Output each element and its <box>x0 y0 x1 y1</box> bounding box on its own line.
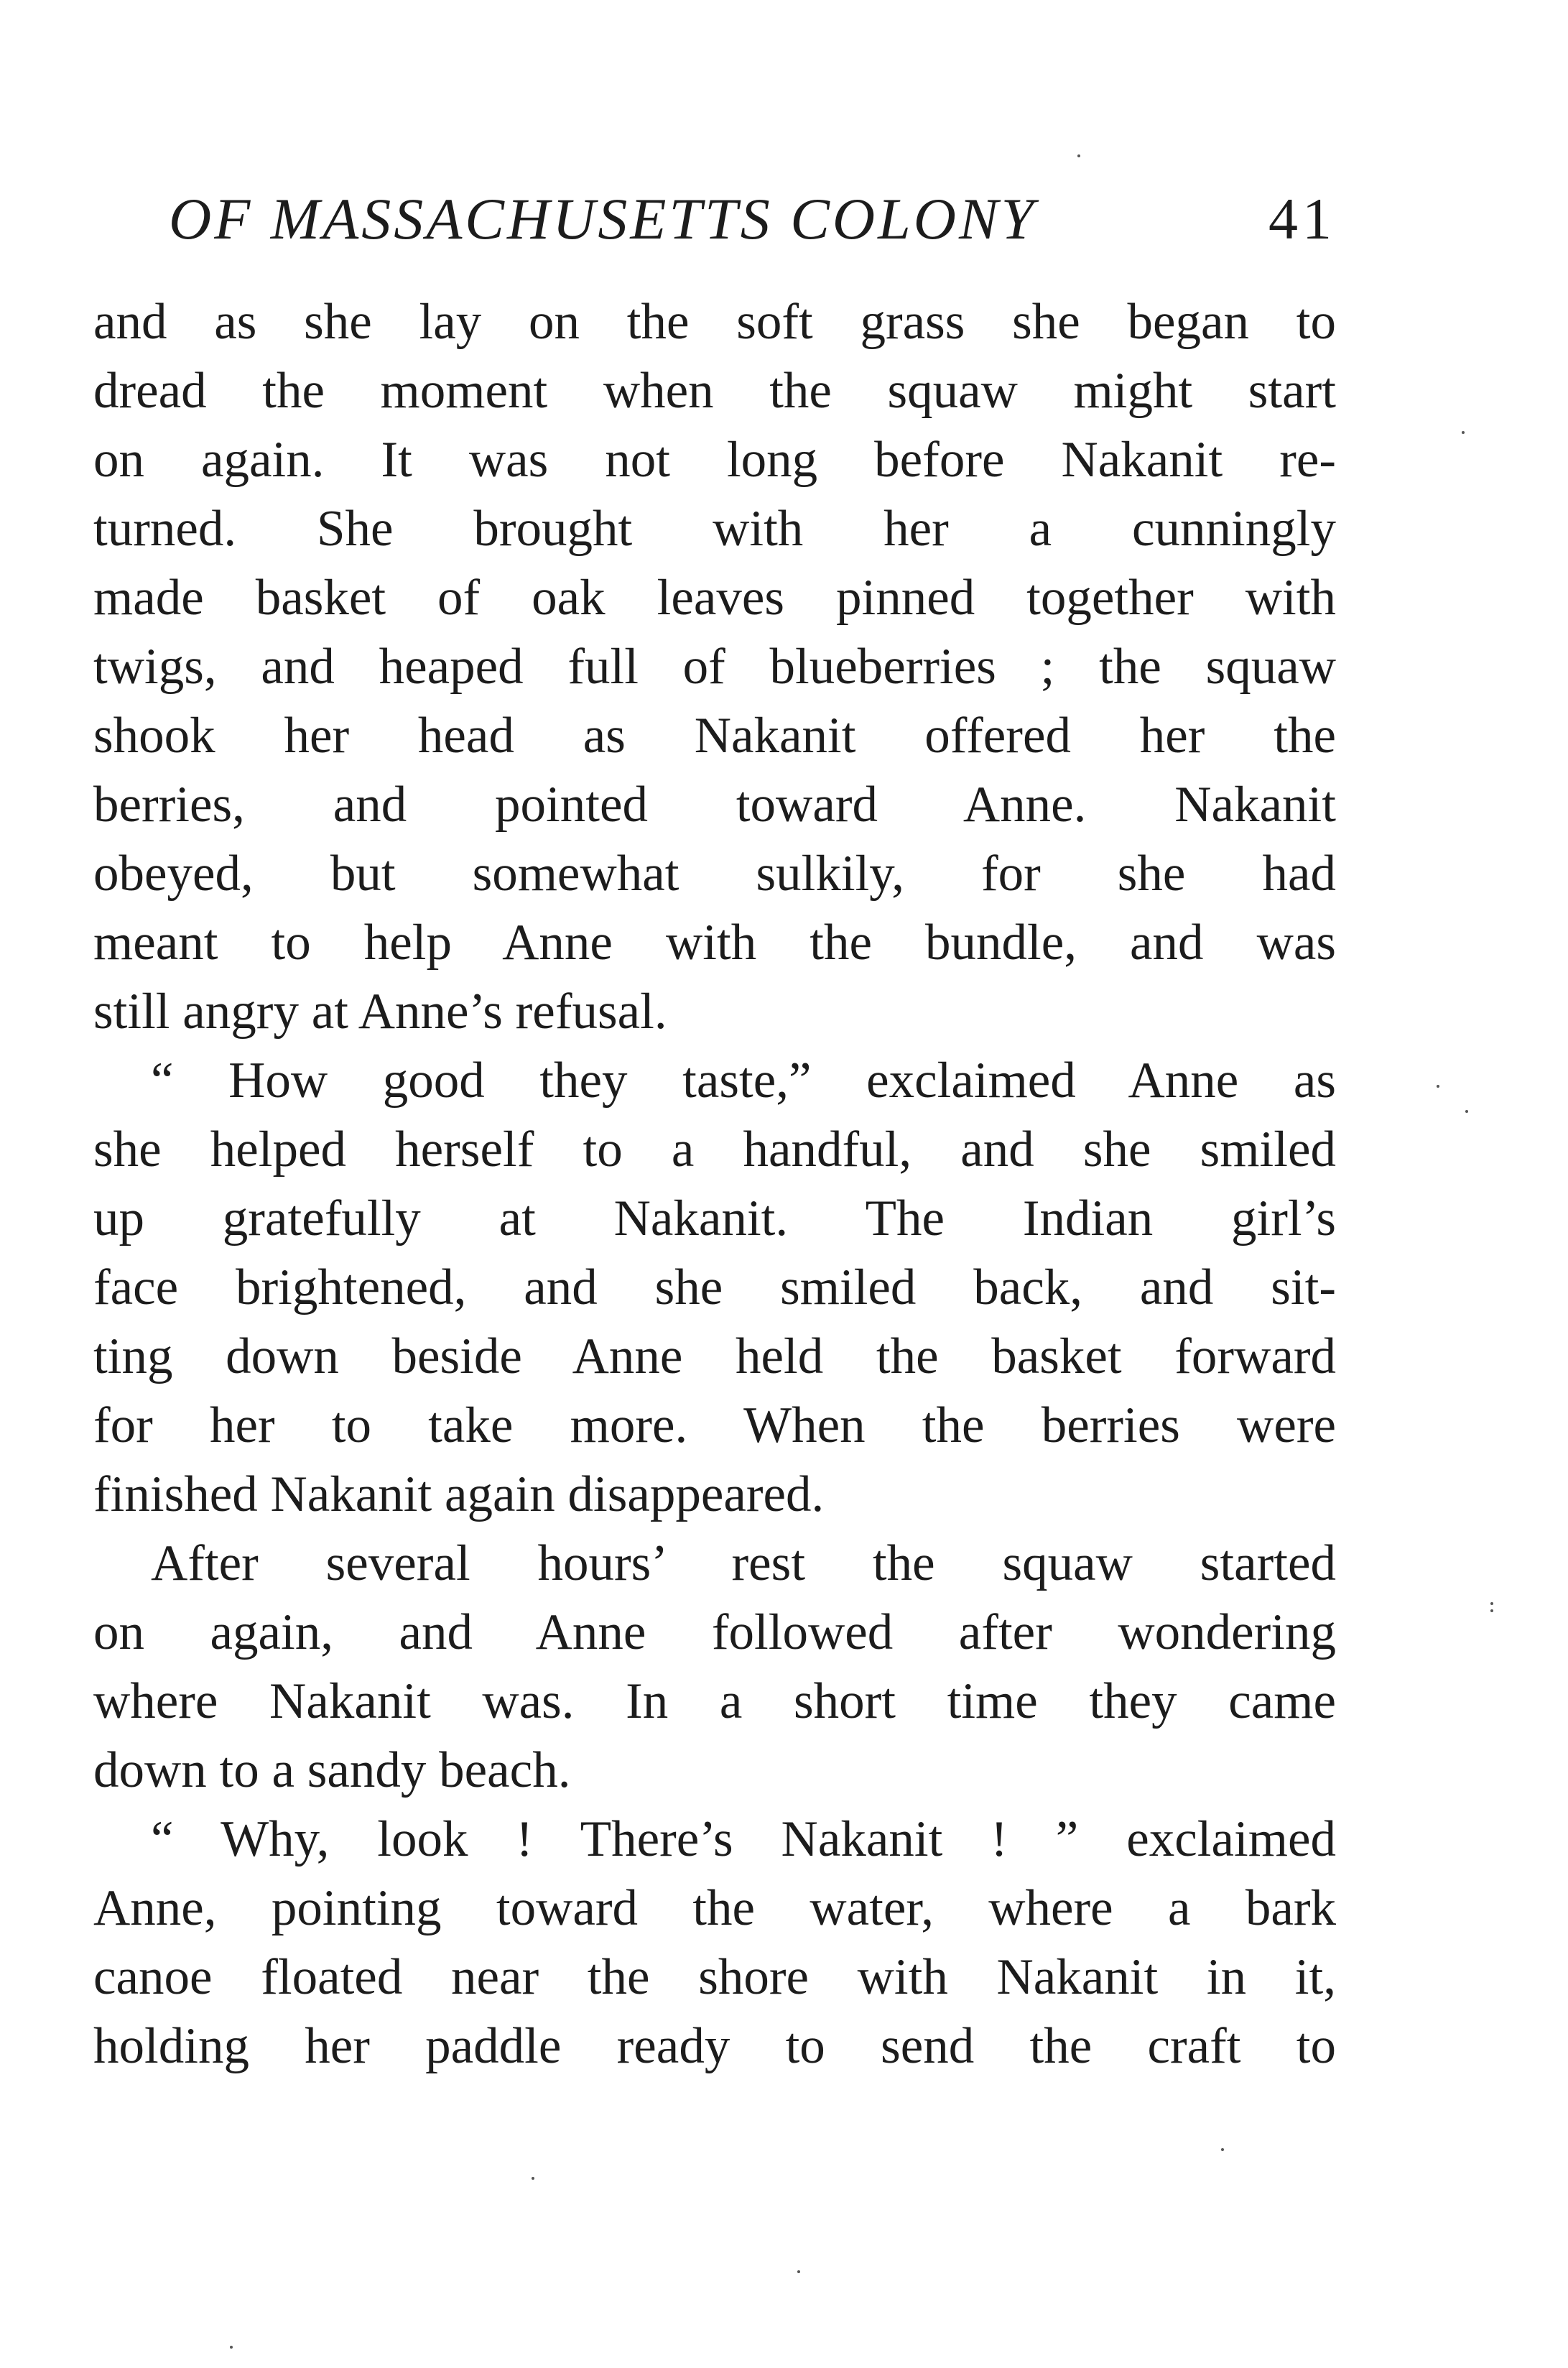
page-header <box>93 180 1336 259</box>
body-text <box>93 287 1336 2081</box>
text-line: face brightened, and she smiled back, and sit- <box>93 1259 1336 1315</box>
scan-speck <box>1462 431 1465 434</box>
text-line: canoe floated near the shore with Nakanit in it, <box>93 1949 1336 2005</box>
text-line: shook her head as Nakanit offered her the <box>93 708 1336 764</box>
text-line: obeyed, but somewhat sulkily, for she had <box>93 846 1336 902</box>
text-line: “ Why, look ! There’s Nakanit ! ” exclaimed <box>151 1811 1336 1867</box>
scan-speck <box>1077 154 1080 157</box>
text-line: on again. It was not long before Nakanit re- <box>93 432 1336 488</box>
text-line: down to a sandy beach. <box>93 1742 571 1798</box>
text-line: she helped herself to a handful, and she smiled <box>93 1121 1336 1178</box>
text-line: finished Nakanit again disappeared. <box>93 1466 825 1522</box>
text-line: dread the moment when the squaw might start <box>93 363 1336 419</box>
text-line: on again, and Anne followed after wondering <box>93 1604 1336 1660</box>
text-line: still angry at Anne’s refusal. <box>93 984 667 1040</box>
scan-speck <box>797 2270 800 2273</box>
scan-speck <box>1221 2148 1224 2151</box>
text-line: berries, and pointed toward Anne. Nakanit <box>93 777 1336 833</box>
text-line: and as she lay on the soft grass she began to <box>93 294 1336 350</box>
text-line: ting down beside Anne held the basket forward <box>93 1328 1336 1384</box>
text-line: “ How good they taste,” exclaimed Anne as <box>151 1053 1336 1109</box>
scan-speck <box>532 2177 534 2180</box>
text-line: twigs, and heaped full of blueberries ; the squaw <box>93 639 1336 695</box>
text-line: where Nakanit was. In a short time they came <box>93 1673 1336 1729</box>
text-line: meant to help Anne with the bundle, and was <box>93 915 1336 971</box>
text-line: After several hours’ rest the squaw started <box>151 1535 1336 1591</box>
text-line: turned. She brought with her a cunningly <box>93 501 1336 557</box>
scan-speck <box>230 2346 233 2349</box>
page-number: 41 <box>1268 186 1336 251</box>
text-line: up gratefully at Nakanit. The Indian girl’s <box>93 1190 1336 1247</box>
scan-speck <box>1490 1609 1493 1612</box>
text-line: for her to take more. When the berries were <box>93 1397 1336 1453</box>
scan-speck <box>1490 1602 1493 1605</box>
running-head: OF MASSACHUSETTS COLONY <box>169 186 1037 251</box>
text-line: Anne, pointing toward the water, where a bark <box>93 1880 1336 1936</box>
text-line: holding her paddle ready to send the craft to <box>93 2018 1336 2074</box>
scan-speck <box>1465 1110 1468 1113</box>
text-line: made basket of oak leaves pinned together with <box>93 570 1336 626</box>
scan-speck <box>1437 1085 1439 1088</box>
